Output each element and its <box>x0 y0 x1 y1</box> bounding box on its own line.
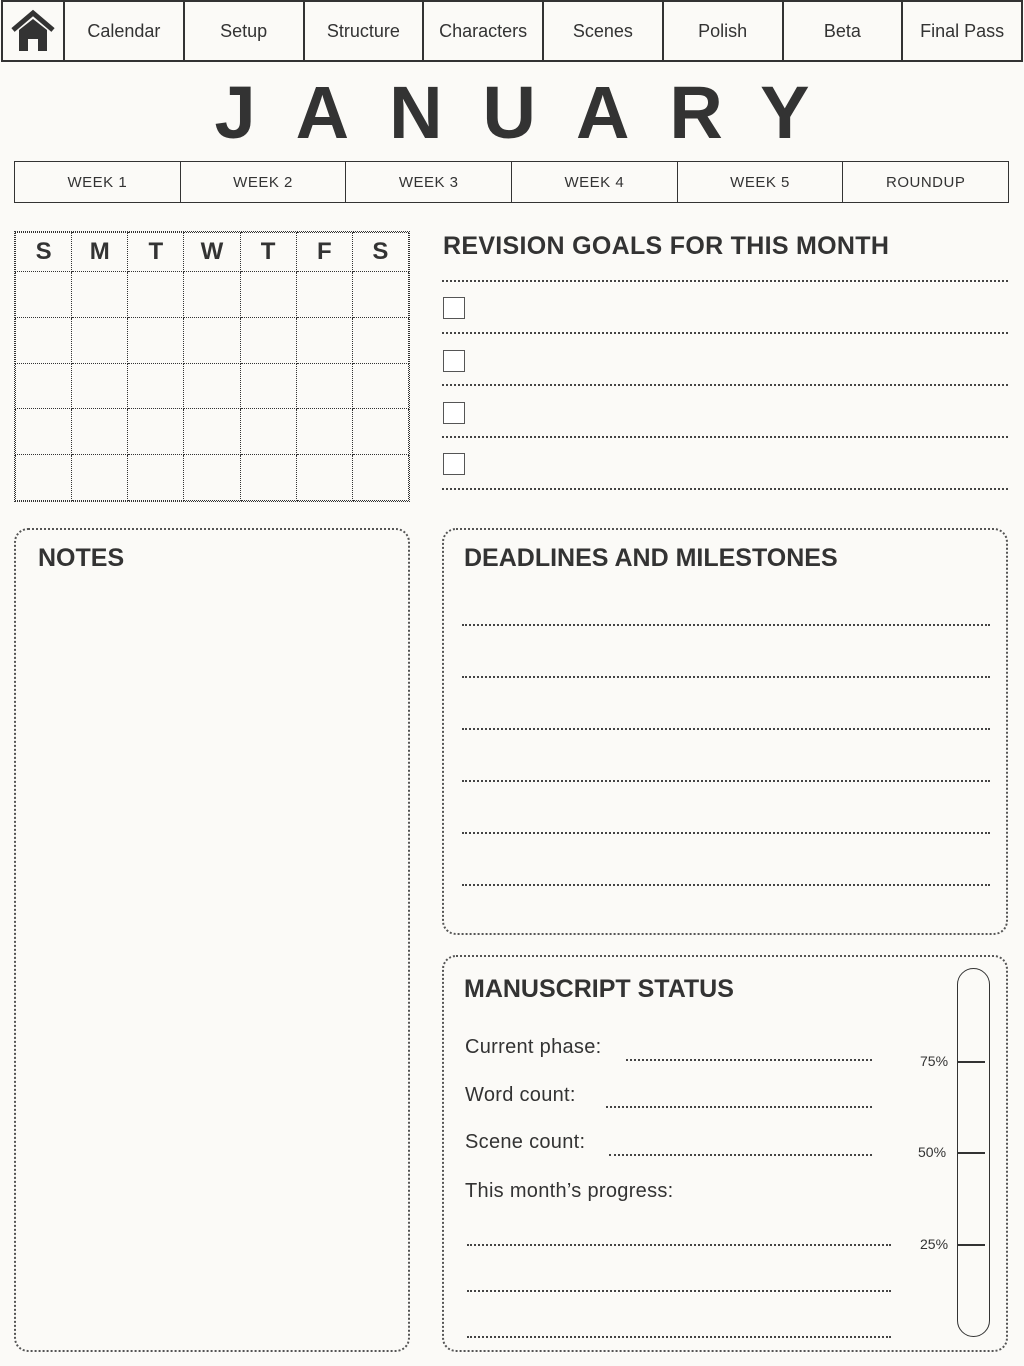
day-header: S <box>352 233 408 272</box>
goals-divider <box>442 280 1008 282</box>
calendar-day-cell[interactable] <box>240 363 296 409</box>
calendar-day-cell[interactable] <box>16 409 72 455</box>
calendar-day-cell[interactable] <box>16 363 72 409</box>
calendar-day-cell[interactable] <box>72 363 128 409</box>
calendar-day-cell[interactable] <box>16 272 72 318</box>
calendar-day-cell[interactable] <box>128 409 184 455</box>
month-title: JANUARY <box>214 71 850 154</box>
day-header: S <box>16 233 72 272</box>
progress-line[interactable] <box>467 1290 891 1292</box>
home-icon <box>10 8 56 54</box>
deadlines-title: DEADLINES AND MILESTONES <box>464 544 838 572</box>
notes-box[interactable] <box>14 528 410 1352</box>
tick-25 <box>957 1244 985 1246</box>
deadline-line[interactable] <box>462 780 990 782</box>
current-phase-label: Current phase: <box>465 1036 602 1058</box>
calendar-day-cell[interactable] <box>296 409 352 455</box>
scene-count-label: Scene count: <box>465 1131 586 1153</box>
calendar-day-cell[interactable] <box>184 272 240 318</box>
tab-polish[interactable]: Polish <box>664 2 784 60</box>
calendar-day-cell[interactable] <box>72 272 128 318</box>
progress-line[interactable] <box>467 1336 891 1338</box>
day-header: M <box>72 233 128 272</box>
home-button[interactable] <box>3 2 65 60</box>
tab-week-2[interactable]: WEEK 2 <box>181 162 347 202</box>
calendar-day-cell[interactable] <box>352 409 408 455</box>
tick-label-75: 75% <box>920 1053 949 1069</box>
calendar-day-cell[interactable] <box>352 317 408 363</box>
day-header: T <box>240 233 296 272</box>
goal-line[interactable] <box>442 436 1008 438</box>
tab-final-pass[interactable]: Final Pass <box>920 20 1005 41</box>
calendar-day-cell[interactable] <box>296 363 352 409</box>
tab-calendar[interactable]: Calendar <box>65 2 185 60</box>
tab-week-1[interactable]: WEEK 1 <box>15 162 181 202</box>
tick-75 <box>957 1061 985 1063</box>
calendar-day-cell[interactable] <box>184 455 240 501</box>
calendar-week-row <box>16 409 409 455</box>
tab-scenes[interactable]: Scenes <box>544 2 664 60</box>
calendar-day-cell[interactable] <box>296 455 352 501</box>
progress-label: This month’s progress: <box>465 1180 674 1202</box>
calendar-day-cell[interactable] <box>128 363 184 409</box>
calendar-week-row <box>16 363 409 409</box>
calendar-day-cell[interactable] <box>128 272 184 318</box>
calendar-day-cell[interactable] <box>128 455 184 501</box>
day-header: F <box>296 233 352 272</box>
mini-calendar <box>14 231 410 502</box>
goal-line[interactable] <box>442 488 1008 490</box>
progress-line[interactable] <box>467 1244 891 1246</box>
top-nav <box>1 0 1023 62</box>
calendar-day-cell[interactable] <box>16 455 72 501</box>
calendar-day-cell[interactable] <box>72 409 128 455</box>
calendar-week-row <box>16 455 409 501</box>
deadlines-box <box>442 528 1008 935</box>
scene-count-field[interactable] <box>609 1154 872 1156</box>
deadline-line[interactable] <box>462 676 990 678</box>
deadline-line[interactable] <box>462 624 990 626</box>
tab-structure[interactable]: Structure <box>305 2 425 60</box>
calendar-week-row <box>16 317 409 363</box>
calendar-day-cell[interactable] <box>352 363 408 409</box>
calendar-day-cell[interactable] <box>128 317 184 363</box>
calendar-day-cell[interactable] <box>296 272 352 318</box>
goal-checkbox[interactable] <box>443 350 465 372</box>
calendar-day-cell[interactable] <box>72 317 128 363</box>
calendar-week-row <box>16 272 409 318</box>
tab-setup[interactable]: Setup <box>185 2 305 60</box>
day-header: T <box>128 233 184 272</box>
tick-label-50: 50% <box>918 1144 947 1160</box>
goal-checkbox[interactable] <box>443 297 465 319</box>
tab-week-4[interactable]: WEEK 4 <box>512 162 678 202</box>
status-title: MANUSCRIPT STATUS <box>464 975 734 1003</box>
calendar-day-cell[interactable] <box>72 455 128 501</box>
deadline-line[interactable] <box>462 884 990 886</box>
calendar-day-cell[interactable] <box>184 409 240 455</box>
goals-title: REVISION GOALS FOR THIS MONTH <box>443 232 890 260</box>
deadline-line[interactable] <box>462 728 990 730</box>
tab-roundup[interactable]: ROUNDUP <box>886 173 966 191</box>
calendar-day-cell[interactable] <box>16 317 72 363</box>
calendar-day-cell[interactable] <box>352 272 408 318</box>
calendar-day-cell[interactable] <box>184 363 240 409</box>
calendar-day-cell[interactable] <box>352 455 408 501</box>
word-count-field[interactable] <box>606 1106 872 1108</box>
deadline-line[interactable] <box>462 832 990 834</box>
calendar-day-cell[interactable] <box>240 455 296 501</box>
calendar-day-cell[interactable] <box>240 317 296 363</box>
day-header: W <box>184 233 240 272</box>
calendar-day-cell[interactable] <box>184 317 240 363</box>
week-nav <box>14 161 1009 203</box>
tick-50 <box>957 1152 985 1154</box>
calendar-day-cell[interactable] <box>296 317 352 363</box>
word-count-label: Word count: <box>465 1084 576 1106</box>
tab-week-5[interactable]: WEEK 5 <box>678 162 844 202</box>
tab-week-3[interactable]: WEEK 3 <box>346 162 512 202</box>
goal-line[interactable] <box>442 332 1008 334</box>
tick-label-25: 25% <box>920 1236 949 1252</box>
notes-title: NOTES <box>38 544 125 572</box>
calendar-day-cell[interactable] <box>240 272 296 318</box>
goal-checkbox[interactable] <box>443 402 465 424</box>
current-phase-field[interactable] <box>626 1059 872 1061</box>
goal-checkbox[interactable] <box>443 453 465 475</box>
tab-characters[interactable]: Characters <box>424 2 544 60</box>
calendar-day-cell[interactable] <box>240 409 296 455</box>
goal-line[interactable] <box>442 384 1008 386</box>
tab-beta[interactable]: Beta <box>784 2 904 60</box>
